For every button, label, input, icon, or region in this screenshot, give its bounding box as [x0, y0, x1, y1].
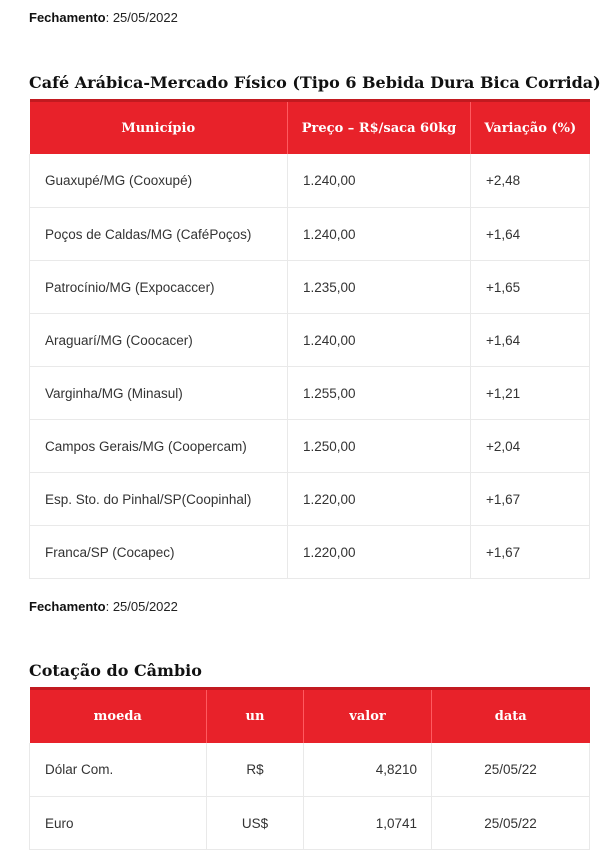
- table-row: [30, 314, 590, 367]
- closing-date-top: Fechamento: 25/05/2022: [29, 10, 178, 25]
- data-cell: 25/05/22: [432, 797, 590, 850]
- variacao-cell: +1,64: [471, 208, 590, 261]
- table-row: [30, 420, 590, 473]
- municipio-cell: Varginha/MG (Minasul): [30, 367, 288, 420]
- table-row: [30, 797, 590, 850]
- preco-cell: 1.250,00: [288, 420, 471, 473]
- preco-cell: 1.255,00: [288, 367, 471, 420]
- header-valor: valor: [304, 689, 432, 744]
- header-preco: Preço – R$/saca 60kg: [288, 101, 471, 155]
- variacao-cell: +2,48: [471, 154, 590, 208]
- header-un: un: [207, 689, 304, 744]
- closing-label: Fechamento: [29, 10, 106, 25]
- moeda-cell: Euro: [30, 797, 207, 850]
- municipio-cell: Patrocínio/MG (Expocaccer): [30, 261, 288, 314]
- table-row: [30, 154, 590, 208]
- table-row: [30, 473, 590, 526]
- table-row: [30, 208, 590, 261]
- variacao-cell: +2,04: [471, 420, 590, 473]
- variacao-cell: +1,64: [471, 314, 590, 367]
- municipio-cell: Poços de Caldas/MG (CaféPoços): [30, 208, 288, 261]
- municipio-cell: Esp. Sto. do Pinhal/SP(Coopinhal): [30, 473, 288, 526]
- municipio-cell: Campos Gerais/MG (Coopercam): [30, 420, 288, 473]
- table-row: [30, 261, 590, 314]
- variacao-cell: +1,67: [471, 526, 590, 579]
- preco-cell: 1.235,00: [288, 261, 471, 314]
- header-municipio: Município: [30, 101, 288, 155]
- municipio-cell: Araguarí/MG (Coocacer): [30, 314, 288, 367]
- municipio-cell: Guaxupé/MG (Cooxupé): [30, 154, 288, 208]
- variacao-cell: +1,21: [471, 367, 590, 420]
- closing-label: Fechamento: [29, 599, 106, 614]
- header-moeda: moeda: [30, 689, 207, 744]
- variacao-cell: +1,67: [471, 473, 590, 526]
- table-row: [30, 367, 590, 420]
- preco-cell: 1.220,00: [288, 526, 471, 579]
- un-cell: R$: [207, 743, 304, 797]
- table-row: [30, 743, 590, 797]
- table-header-row: [30, 689, 590, 744]
- header-data: data: [432, 689, 590, 744]
- closing-date-value: 25/05/2022: [112, 10, 178, 25]
- un-cell: US$: [207, 797, 304, 850]
- valor-cell: 1,0741: [304, 797, 432, 850]
- header-variacao: Variação (%): [471, 101, 590, 155]
- moeda-cell: Dólar Com.: [30, 743, 207, 797]
- closing-date-value: 25/05/2022: [112, 599, 178, 614]
- cambio-section-title: Cotação do Câmbio: [29, 661, 202, 680]
- data-cell: 25/05/22: [432, 743, 590, 797]
- table-row: [30, 526, 590, 579]
- valor-cell: 4,8210: [304, 743, 432, 797]
- cambio-table: [29, 687, 590, 850]
- cafe-price-table: [29, 99, 590, 579]
- preco-cell: 1.220,00: [288, 473, 471, 526]
- variacao-cell: +1,65: [471, 261, 590, 314]
- cafe-section-title: Café Arábica-Mercado Físico (Tipo 6 Bebida Dura Bica Corrida): [29, 73, 601, 92]
- preco-cell: 1.240,00: [288, 154, 471, 208]
- municipio-cell: Franca/SP (Cocapec): [30, 526, 288, 579]
- preco-cell: 1.240,00: [288, 314, 471, 367]
- table-header-row: [30, 101, 590, 155]
- preco-cell: 1.240,00: [288, 208, 471, 261]
- closing-date-bottom: Fechamento: 25/05/2022: [29, 599, 178, 614]
